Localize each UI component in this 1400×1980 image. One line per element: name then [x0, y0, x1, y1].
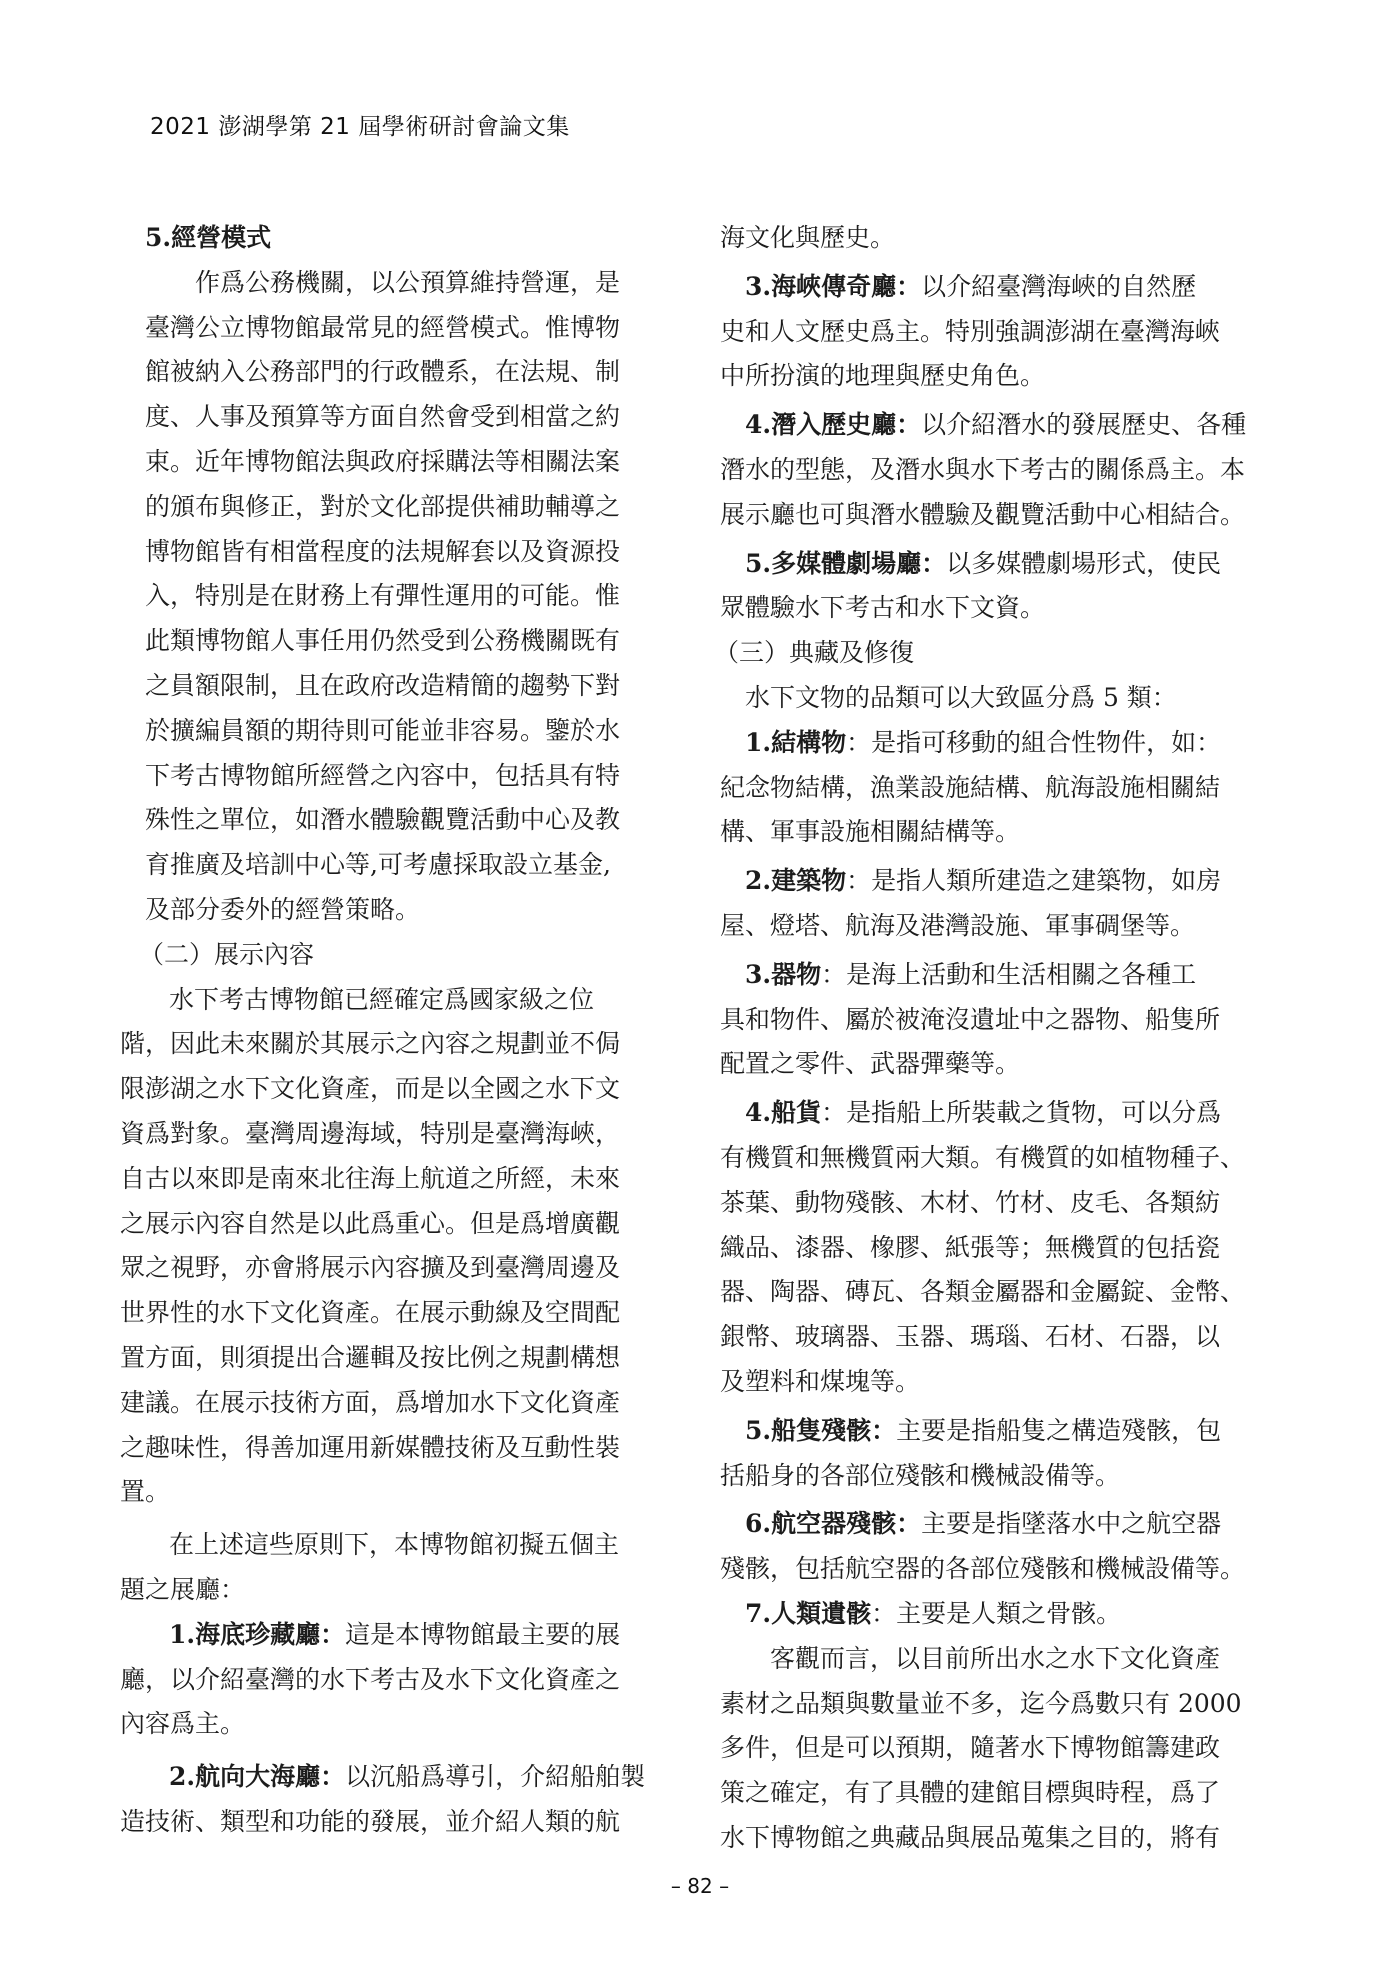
paragraph-line: 中所扮演的地理與歷史角色。	[720, 361, 1046, 391]
hall-5-text: 以多媒體劇場形式，使民	[946, 548, 1222, 578]
running-header: 2021 澎湖學第 21 屆學術研討會論文集	[150, 114, 570, 140]
paragraph-line: 世界性的水下文化資產。在展示動線及空間配	[120, 1298, 621, 1328]
paragraph-line: 屋、燈塔、航海及港灣設施、軍事碉堡等。	[720, 910, 1196, 940]
paragraph-line: 育推廣及培訓中心等,可考慮採取設立基金,	[145, 850, 611, 880]
paragraph-line: 多件，但是可以預期，隨著水下博物館籌建政	[720, 1733, 1221, 1763]
paragraph-line: 之展示內容自然是以此爲重心。但是爲增廣觀	[120, 1208, 621, 1238]
paragraph-line: 束。近年博物館法與政府採購法等相關法案	[145, 446, 621, 476]
section-heading-management-model: 5.經營模式	[145, 223, 272, 252]
hall-4-line	[720, 403, 1246, 448]
paragraph-line: 配置之零件、武器彈藥等。	[720, 1049, 1021, 1079]
paragraph-line: 資爲對象。臺灣周邊海域，特別是臺灣海峽，	[120, 1118, 621, 1148]
hall-3-text: 以介紹臺灣海峽的自然歷	[921, 271, 1197, 301]
hall-3-line	[720, 265, 1246, 310]
paragraph-line: 入，特別是在財務上有彈性運用的可能。惟	[145, 581, 621, 611]
paragraph-line: 在上述這些原則下，本博物館初擬五個主	[169, 1530, 620, 1560]
paragraph-line: 水下考古博物館已經確定爲國家級之位	[169, 984, 595, 1014]
category-5-lead: 5.船隻殘骸：	[745, 1415, 897, 1445]
paragraph-line: 下考古博物館所經營之內容中，包括具有特	[145, 760, 621, 790]
paragraph-line: 水下博物館之典藏品與展品蒐集之目的，將有	[720, 1822, 1221, 1852]
paragraph-line: 殘骸，包括航空器的各部位殘骸和機械設備等。	[720, 1554, 1246, 1584]
paragraph-line: 紀念物結構，漁業設施結構、航海設施相關結	[720, 772, 1221, 802]
category-2-lead: 2.建築物	[745, 866, 847, 896]
paragraph-line: 於擴編員額的期待則可能並非容易。鑒於水	[145, 715, 621, 745]
paragraph-line: 茶葉、動物殘骸、木材、竹材、皮毛、各類紡	[720, 1187, 1221, 1217]
paragraph-line: 內容爲主。	[120, 1709, 246, 1739]
paragraph-line: 度、人事及預算等方面自然會受到相當之約	[145, 402, 621, 432]
right-column	[714, 216, 1246, 1861]
page-number: – 82 –	[670, 1874, 730, 1898]
paragraph-line: 水下文物的品類可以大致區分爲 5 類：	[745, 682, 1177, 712]
paragraph-line: 階，因此未來關於其展示之內容之規劃並不侷	[120, 1029, 621, 1059]
hall-5-line	[720, 542, 1246, 587]
category-2-text: ：是指人類所建造之建築物，如房	[846, 866, 1222, 896]
paragraph-line: 織品、漆器、橡膠、紙張等；無機質的包括瓷	[720, 1232, 1221, 1262]
hall-5-lead: 5.多媒體劇場廳：	[745, 548, 947, 578]
hall-4-lead: 4.潛入歷史廳：	[745, 410, 922, 440]
paragraph-line: 眾之視野，亦會將展示內容擴及到臺灣周邊及	[120, 1253, 621, 1283]
category-7-lead: 7.人類遺骸	[745, 1598, 872, 1628]
paragraph-line: 自古以來即是南來北往海上航道之所經，未來	[120, 1163, 621, 1193]
hall-1-lead: 1.海底珍藏廳：	[169, 1619, 346, 1649]
paragraph-line: 建議。在展示技術方面，爲增加水下文化資產	[120, 1387, 621, 1417]
hall-1-text: 這是本博物館最主要的展	[345, 1619, 621, 1649]
category-7-text: ：主要是人類之骨骸。	[871, 1598, 1122, 1628]
paragraph-line: 括船身的各部位殘骸和機械設備等。	[720, 1460, 1121, 1490]
paragraph-line: 殊性之單位，如潛水體驗觀覽活動中心及教	[145, 805, 621, 835]
category-6-lead: 6.航空器殘骸：	[745, 1509, 922, 1539]
category-3-line	[720, 953, 1246, 998]
paragraph-line: 及部分委外的經營策略。	[145, 894, 421, 924]
hall-2-text: 以沉船爲導引，介紹船舶製	[345, 1762, 646, 1792]
subsection-heading-collection-restoration: （三）典藏及修復	[714, 638, 915, 668]
paragraph-line: 臺灣公立博物館最常見的經營模式。惟博物	[145, 312, 621, 342]
category-5-text: 主要是指船隻之構造殘骸，包	[896, 1415, 1222, 1445]
hall-3-lead: 3.海峽傳奇廳：	[745, 271, 922, 301]
paragraph-line: 作爲公務機關，以公預算維持營運，是	[195, 267, 621, 297]
paragraph-line: 之員額限制，且在政府改造精簡的趨勢下對	[145, 670, 621, 700]
left-column	[120, 216, 671, 1845]
paragraph-line: 潛水的型態，及潛水與水下考古的關係爲主。本	[720, 454, 1246, 484]
paragraph-line: 展示廳也可與潛水體驗及觀覽活動中心相結合。	[720, 499, 1246, 529]
paragraph-line: 廳，以介紹臺灣的水下考古及水下文化資產之	[120, 1664, 621, 1694]
category-4-line	[720, 1091, 1246, 1136]
category-4-text: ：是指船上所裝載之貨物，可以分爲	[821, 1098, 1222, 1128]
paragraph-line: 之趣味性，得善加運用新媒體技術及互動性裝	[120, 1432, 621, 1462]
subsection-heading-exhibition-content: （二）展示內容	[139, 939, 315, 969]
paragraph-line: 置方面，則須提出合邏輯及按比例之規劃構想	[120, 1342, 621, 1372]
category-3-text: ：是海上活動和生活相關之各種工	[821, 959, 1197, 989]
category-5-line	[720, 1409, 1246, 1454]
paragraph-line: 史和人文歷史爲主。特別強調澎湖在臺灣海峽	[720, 316, 1221, 346]
paragraph-line: 館被納入公務部門的行政體系，在法規、制	[145, 357, 621, 387]
category-6-line	[720, 1502, 1246, 1547]
hall-4-text: 以介紹潛水的發展歷史、各種	[921, 410, 1246, 440]
paragraph-line: 器、陶器、磚瓦、各類金屬器和金屬錠、金幣、	[720, 1277, 1246, 1307]
hall-2-lead: 2.航向大海廳：	[169, 1762, 346, 1792]
paragraph-line: 策之確定，有了具體的建館目標與時程，爲了	[720, 1778, 1221, 1808]
hall-2-line	[144, 1755, 671, 1800]
paragraph-line: 題之展廳：	[120, 1574, 246, 1604]
category-1-lead: 1.結構物	[745, 727, 847, 757]
paragraph-line: 此類博物館人事任用仍然受到公務機關既有	[145, 626, 621, 656]
paragraph-line: 的頒布與修正，對於文化部提供補助輔導之	[145, 491, 621, 521]
category-3-lead: 3.器物	[745, 959, 822, 989]
paragraph-line: 銀幣、玻璃器、玉器、瑪瑙、石材、石器，以	[720, 1322, 1221, 1352]
paragraph-line: 有機質和無機質兩大類。有機質的如植物種子、	[720, 1142, 1246, 1172]
category-2-line	[720, 859, 1246, 904]
category-4-lead: 4.船貨	[745, 1098, 822, 1128]
paragraph-line: 限澎湖之水下文化資產，而是以全國之水下文	[120, 1074, 621, 1104]
paragraph-line: 海文化與歷史。	[720, 223, 896, 252]
paragraph-line: 造技術、類型和功能的發展，並介紹人類的航	[120, 1806, 621, 1836]
paragraph-line: 構、軍事設施相關結構等。	[720, 817, 1021, 847]
paragraph-line: 具和物件、屬於被淹沒遺址中之器物、船隻所	[720, 1004, 1221, 1034]
paragraph-line: 及塑料和煤塊等。	[720, 1366, 921, 1396]
category-7-line	[720, 1592, 1246, 1637]
category-1-line	[720, 721, 1246, 766]
hall-1-line	[144, 1613, 671, 1658]
paragraph-line: 博物館皆有相當程度的法規解套以及資源投	[145, 536, 621, 566]
paragraph-line: 客觀而言，以目前所出水之水下文化資產	[770, 1643, 1221, 1673]
category-6-text: 主要是指墜落水中之航空器	[921, 1509, 1222, 1539]
paragraph-line: 素材之品類與數量並不多，迄今爲數只有 2000	[720, 1688, 1242, 1718]
category-1-text: ：是指可移動的組合性物件，如：	[846, 727, 1222, 757]
paragraph-line: 眾體驗水下考古和水下文資。	[720, 593, 1046, 623]
paragraph-line: 置。	[120, 1477, 171, 1507]
